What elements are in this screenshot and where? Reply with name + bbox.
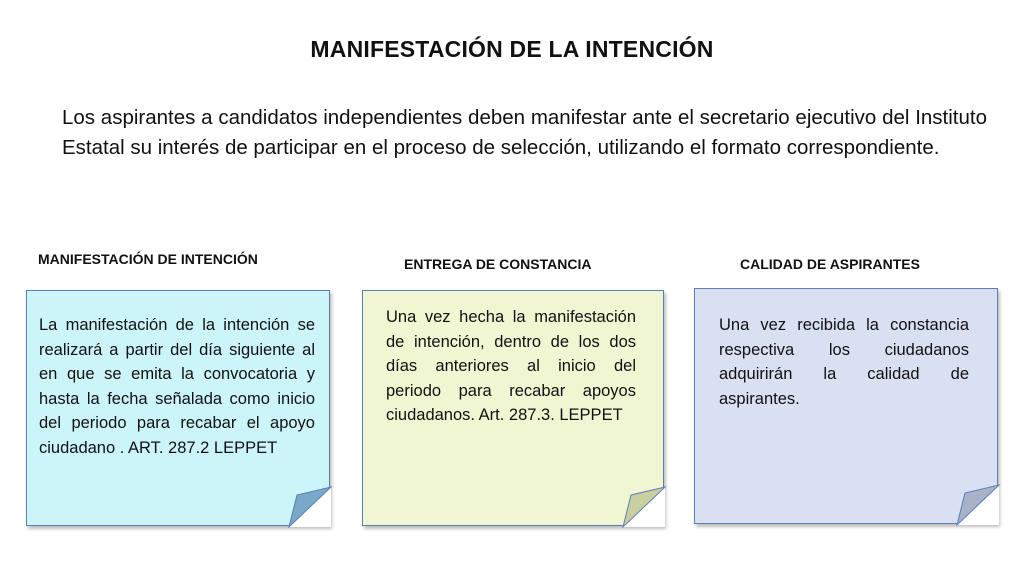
- heading-entrega: ENTREGA DE CONSTANCIA: [404, 256, 592, 272]
- note-text: Una vez hecha la manifestación de intención, dentro de los dos días anteriores al inicio del periodo para recabar apoyos ciudadanos. Art. 287.3. LEPPET: [386, 308, 636, 424]
- heading-manifestacion: MANIFESTACIÓN DE INTENCIÓN: [38, 251, 258, 267]
- note-entrega: [362, 290, 664, 526]
- note-manifestacion: [26, 290, 330, 526]
- page-curl-icon: [623, 487, 665, 527]
- intro-paragraph: Los aspirantes a candidatos independientes deben manifestar ante el secretario ejecutivo del Instituto Estatal su interés de participar en el proceso de selección, utilizando el formato correspondiente.: [62, 106, 987, 159]
- page-curl-icon: [289, 487, 331, 527]
- note-text: La manifestación de la intención se realizará a partir del día siguiente al en que se emita la convocatoria y hasta la fecha señalada como inicio del periodo para recabar el apoyo ciudadano . ART. 287.2 LEPPET: [39, 316, 315, 457]
- page-title: MANIFESTACIÓN DE LA INTENCIÓN: [310, 36, 714, 62]
- heading-calidad: CALIDAD DE ASPIRANTES: [740, 256, 920, 272]
- note-calidad: [694, 288, 998, 524]
- note-text: Una vez recibida la constancia respectiva los ciudadanos adquirirán la calidad de aspirantes.: [719, 316, 969, 408]
- page-curl-icon: [957, 485, 999, 525]
